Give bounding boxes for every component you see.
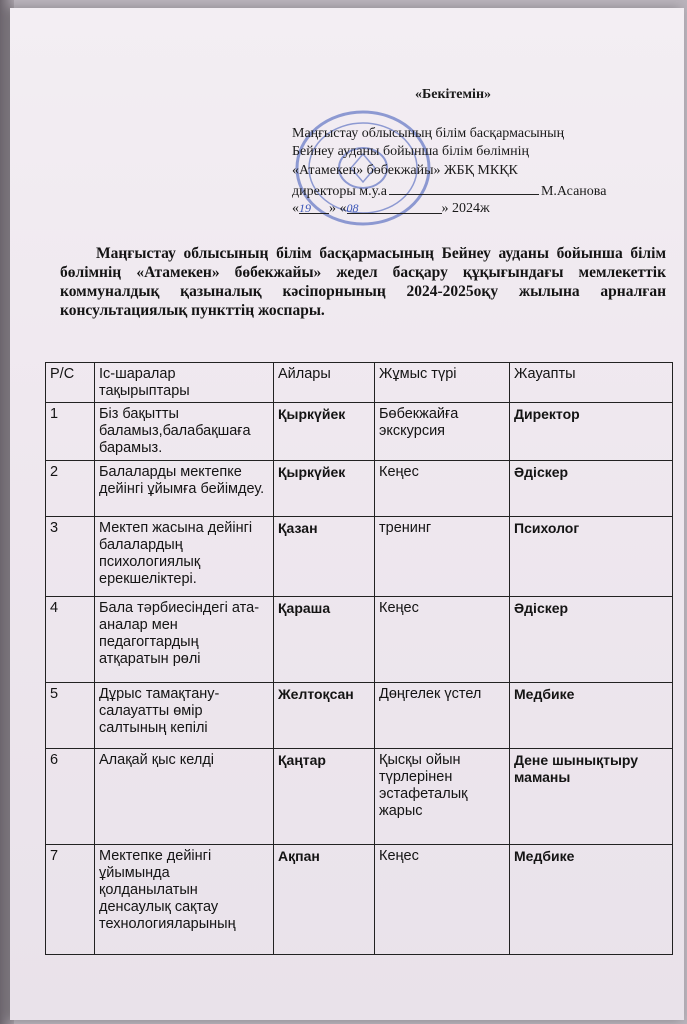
row-topic: Мектепке дейінгі ұйымында қолданылатын денсаулық сақтау технологияларының <box>95 845 274 955</box>
row-responsible: Әдіскер <box>510 597 673 683</box>
row-topic: Біз бақытты баламыз,балабақшаға барамыз. <box>95 403 274 461</box>
row-type: Бөбекжайға экскурсия <box>375 403 510 461</box>
row-topic: Мектеп жасына дейінгі балалардың психологиялық ерекшеліктері. <box>95 517 274 597</box>
row-num: 5 <box>46 683 95 749</box>
table-row <box>46 403 673 461</box>
row-type: Дөңгелек үстел <box>375 683 510 749</box>
row-num: 4 <box>46 597 95 683</box>
row-responsible: Дене шынықтыру маманы <box>510 749 673 845</box>
date-month: 08 <box>347 201 442 214</box>
director-name: М.Асанова <box>540 184 607 199</box>
table-row <box>46 749 673 845</box>
approval-line-2: Бейнеу ауданы бойынша білім бөлімнің <box>292 144 529 159</box>
approval-line-1: Маңғыстау облысының білім басқармасының <box>292 126 565 141</box>
row-type: тренинг <box>375 517 510 597</box>
row-month: Ақпан <box>274 845 375 955</box>
approval-line-3: «Атамекен» бөбекжайы» ЖБҚ МКҚК <box>292 163 518 178</box>
row-month: Қыркүйек <box>274 461 375 517</box>
director-title: директоры м.у.а <box>292 184 387 199</box>
row-num: 6 <box>46 749 95 845</box>
row-month: Қыркүйек <box>274 403 375 461</box>
header-responsible: Жауапты <box>510 363 673 403</box>
row-type: Кеңес <box>375 461 510 517</box>
row-topic: Алақай қыс келді <box>95 749 274 845</box>
row-num: 1 <box>46 403 95 461</box>
row-responsible: Әдіскер <box>510 461 673 517</box>
row-topic: Бала тәрбиесіндегі ата-аналар мен педагогтардың атқаратын рөлі <box>95 597 274 683</box>
date-day: 19 <box>299 201 329 214</box>
row-num: 3 <box>46 517 95 597</box>
row-responsible: Директор <box>510 403 673 461</box>
row-topic: Дұрыс тамақтану-салауатты өмір салтының кепілі <box>95 683 274 749</box>
table-row <box>46 683 673 749</box>
header-topic: Іс-шаралар тақырыптары <box>95 363 274 403</box>
table-row <box>46 517 673 597</box>
table-header-row <box>46 363 673 403</box>
signature-line <box>389 182 539 195</box>
table-row <box>46 845 673 955</box>
consultation-plan-table <box>45 362 673 955</box>
row-month: Қараша <box>274 597 375 683</box>
document-sheet <box>10 8 684 1020</box>
document-heading: Маңғыстау облысының білім басқармасының Бейнеу ауданы бойынша білім бөлімнің «Атамекен» бөбекжайы» жедел басқару құқығындағы мемлекеттік коммуналдық қазыналық кәсіпорнының 2024-2025оқу жылына арналған консультациялық пункттің жоспары. <box>60 245 666 319</box>
row-responsible: Медбике <box>510 845 673 955</box>
row-month: Желтоқсан <box>274 683 375 749</box>
row-num: 7 <box>46 845 95 955</box>
row-type: Кеңес <box>375 845 510 955</box>
row-month: Қазан <box>274 517 375 597</box>
header-type: Жұмыс түрі <box>375 363 510 403</box>
approval-date: «19 » «08 » 2024ж <box>292 201 490 216</box>
row-num: 2 <box>46 461 95 517</box>
header-month: Айлары <box>274 363 375 403</box>
row-topic: Балаларды мектепке дейінгі ұйымға бейімдеу. <box>95 461 274 517</box>
row-month: Қаңтар <box>274 749 375 845</box>
table-row <box>46 461 673 517</box>
row-responsible: Психолог <box>510 517 673 597</box>
table-row <box>46 597 673 683</box>
row-responsible: Медбике <box>510 683 673 749</box>
row-type: Кеңес <box>375 597 510 683</box>
row-type: Қысқы ойын түрлерінен эстафеталық жарыс <box>375 749 510 845</box>
header-num: Р/С <box>46 363 95 403</box>
approval-title: «Бекітемін» <box>415 87 492 102</box>
approval-line-4 <box>292 182 606 200</box>
